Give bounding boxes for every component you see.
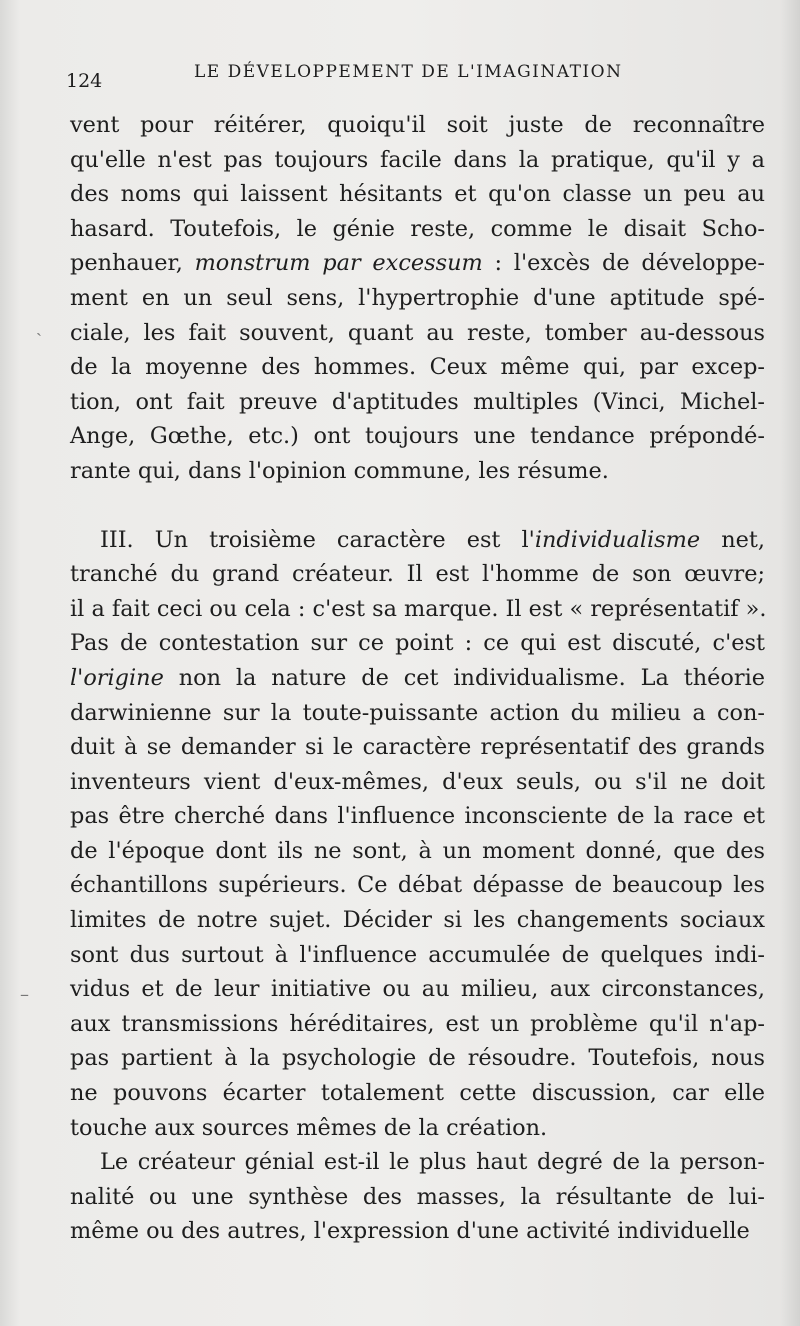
paragraph-section-iii bbox=[70, 523, 765, 1146]
text-line: tranché du grand créateur. Il est l'homme de son œuvre; bbox=[70, 561, 765, 588]
text-line: hasard. Toutefois, le génie reste, comme le disait Scho- bbox=[70, 215, 765, 242]
text-line: vent pour réitérer, quoiqu'il soit juste de reconnaître bbox=[70, 112, 765, 138]
text-line: penhauer, monstrum par excessum : l'excès de développe- bbox=[70, 250, 765, 277]
text-line: Ange, Gœthe, etc.) ont toujours une tendance prépondé- bbox=[70, 423, 765, 450]
text-line: Le créateur génial est-il le plus haut degré de la person- bbox=[100, 1149, 765, 1176]
text-line: duit à se demander si le caractère représentatif des grands bbox=[70, 734, 765, 761]
text-line: Pas de contestation sur ce point : ce qui est discuté, c'est bbox=[70, 630, 765, 657]
text-line: sont dus surtout à l'influence accumulée de quelques indi- bbox=[70, 941, 765, 968]
text-line: qu'elle n'est pas toujours facile dans la pratique, qu'il y a bbox=[70, 146, 765, 173]
text-line: il a fait ceci ou cela : c'est sa marque. Il est « représentatif ». bbox=[70, 595, 767, 622]
paragraph-continuation bbox=[70, 108, 765, 489]
running-head: LE DÉVELOPPEMENT DE L'IMAGINATION bbox=[194, 62, 623, 82]
text-line: pas être cherché dans l'influence inconsciente de la race et bbox=[70, 803, 765, 830]
page-number: 124 bbox=[66, 70, 103, 92]
italic-text: l'origine bbox=[70, 664, 164, 691]
text-line: vidus et de leur initiative ou au milieu, aux circonstances, bbox=[70, 976, 765, 1003]
italic-text: individualisme bbox=[534, 526, 701, 553]
text-line: pas partient à la psychologie de résoudre. Toutefois, nous bbox=[70, 1045, 765, 1072]
text-line: III. Un troisième caractère est l'individualisme net, bbox=[100, 526, 765, 553]
text-line: de la moyenne des hommes. Ceux même qui, par excep- bbox=[70, 354, 765, 381]
text-line: ciale, les fait souvent, quant au reste, tomber au-dessous bbox=[70, 319, 765, 346]
text-line: touche aux sources mêmes de la création. bbox=[70, 1114, 548, 1141]
text-line: aux transmissions héréditaires, est un problème qu'il n'ap- bbox=[70, 1010, 765, 1037]
body-text bbox=[70, 108, 765, 1249]
text-line: échantillons supérieurs. Ce débat dépasse de beaucoup les bbox=[70, 872, 765, 899]
margin-mark: ˎ bbox=[36, 316, 42, 337]
text-line: l'origine non la nature de cet individualisme. La théorie bbox=[70, 664, 765, 691]
text-line: de l'époque dont ils ne sont, à un moment donné, que des bbox=[70, 837, 765, 864]
text-line: rante qui, dans l'opinion commune, les résume. bbox=[70, 457, 609, 484]
text-line: même ou des autres, l'expression d'une activité individuelle bbox=[70, 1218, 750, 1245]
page-header bbox=[66, 58, 766, 92]
text-line: ment en un seul sens, l'hypertrophie d'une aptitude spé- bbox=[70, 284, 765, 311]
paragraph-createur-genial bbox=[70, 1145, 765, 1249]
text-line: darwinienne sur la toute-puissante action du milieu a con- bbox=[70, 699, 765, 726]
text-line: nalité ou une synthèse des masses, la résultante de lui- bbox=[70, 1183, 765, 1210]
margin-dash: – bbox=[20, 984, 29, 1005]
text-line: inventeurs vient d'eux-mêmes, d'eux seuls, ou s'il ne doit bbox=[70, 768, 765, 795]
italic-text: monstrum par excessum bbox=[194, 250, 483, 277]
text-line: tion, ont fait preuve d'aptitudes multiples (Vinci, Michel- bbox=[70, 388, 765, 415]
text-line: limites de notre sujet. Décider si les changements sociaux bbox=[70, 907, 765, 934]
text-line: des noms qui laissent hésitants et qu'on classe un peu au bbox=[70, 181, 765, 208]
text-line: ne pouvons écarter totalement cette discussion, car elle bbox=[70, 1080, 765, 1107]
